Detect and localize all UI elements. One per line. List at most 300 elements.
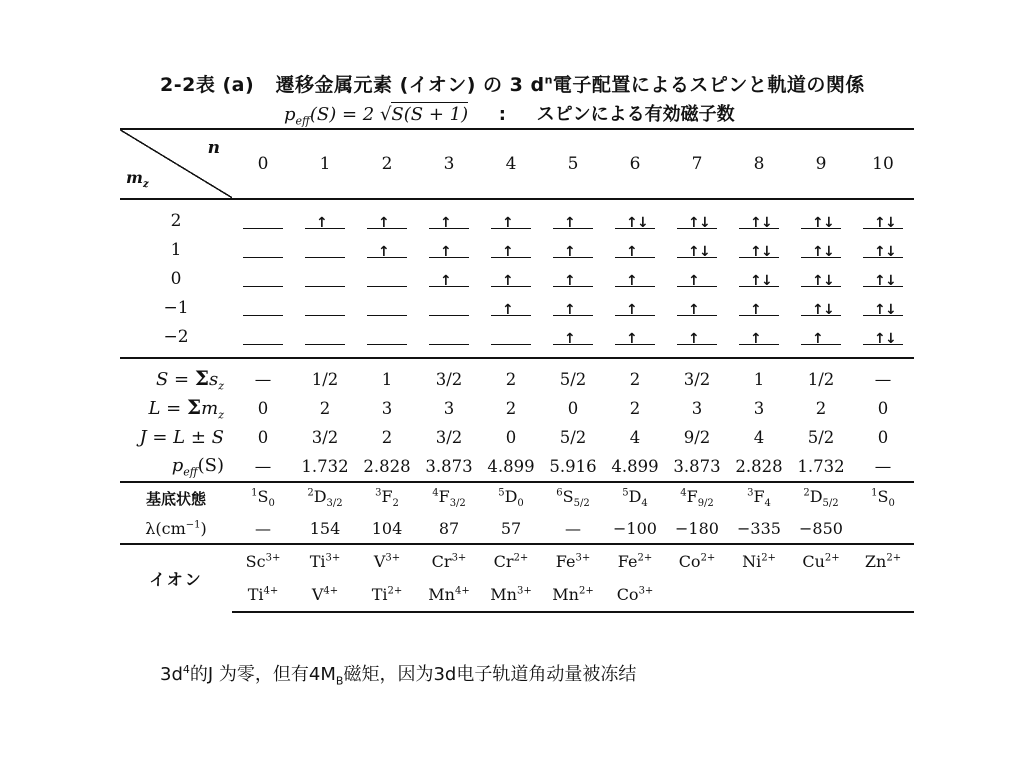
header-row	[120, 129, 914, 199]
spin-value: 1	[728, 358, 790, 394]
total-momentum-value: 2	[381, 428, 393, 447]
sum-icon: Σ	[194, 366, 209, 391]
orbital-momentum-value: 3	[381, 399, 393, 418]
lambda-label-close: )	[200, 518, 207, 538]
term-symbol	[542, 482, 604, 513]
ion-charge: 3+	[325, 552, 341, 564]
n-header-cell: 4	[480, 129, 542, 199]
ion-charge: 4+	[263, 585, 279, 597]
arrow-down-icon: ↓	[761, 215, 773, 231]
p-label-var: p	[171, 454, 184, 476]
orbital-level	[243, 330, 283, 345]
ml-label: −2	[163, 326, 189, 347]
lambda-value: −850	[799, 518, 843, 538]
arrow-up-icon: ↑	[688, 273, 700, 289]
ion-cell	[852, 578, 914, 612]
orbital-level	[677, 272, 717, 287]
ion-cell	[418, 578, 480, 612]
orbital-cell	[604, 264, 666, 293]
orbital-level	[615, 214, 655, 229]
term-j: 2	[392, 498, 399, 510]
orbital-momentum-value: 0	[567, 399, 579, 418]
arrow-up-icon: ↑	[626, 273, 638, 289]
title-prefix: 2-2表 (a)	[160, 74, 255, 96]
orbital-cell	[294, 199, 356, 235]
term-multiplicity: 3	[747, 487, 754, 499]
orbital-level	[367, 272, 407, 287]
orbital-level	[801, 330, 841, 345]
orbital-cell	[852, 235, 914, 264]
corner-m-var: m	[126, 167, 143, 187]
p-label-sub: eff	[183, 465, 198, 479]
orbital-cell	[418, 235, 480, 264]
arrow-down-icon: ↓	[885, 215, 897, 231]
orbital-cell	[480, 322, 542, 358]
arrow-down-icon: ↓	[885, 244, 897, 260]
arrow-up-icon: ↑	[626, 302, 638, 318]
lambda-row	[120, 513, 914, 544]
arrow-up-icon: ↑	[378, 215, 390, 231]
orbital-cell	[790, 264, 852, 293]
orbital-level	[553, 243, 593, 258]
total-momentum-value: 5/2	[559, 428, 587, 447]
ion-symbol: Co	[616, 585, 639, 604]
ion-cell	[232, 578, 294, 612]
subtitle-desc: スピンによる有効磁子数	[536, 104, 735, 125]
orbital-cell	[356, 322, 418, 358]
corner-cell	[120, 129, 232, 199]
note-part2: 的J 为零，但有4M	[189, 664, 336, 685]
arrow-down-icon: ↓	[637, 215, 649, 231]
term-symbol	[418, 482, 480, 513]
note-sub: B	[335, 674, 344, 688]
term-multiplicity: 4	[680, 487, 687, 499]
orbital-momentum-value: 0	[877, 399, 889, 418]
spin-value: 2	[480, 358, 542, 394]
term-letter: S	[562, 486, 574, 506]
n-header-cell: 2	[356, 129, 418, 199]
spin-value: 1/2	[790, 358, 852, 394]
term-j: 3/2	[326, 498, 343, 510]
ion-cell	[604, 544, 666, 578]
arrow-up-icon: ↑	[688, 244, 700, 260]
orbital-level	[863, 272, 903, 287]
ion-charge: 3+	[451, 552, 467, 564]
ion-cell	[294, 578, 356, 612]
orbital-cell	[418, 322, 480, 358]
spin-label-var: s	[208, 369, 219, 391]
arrow-up-icon: ↑	[750, 215, 762, 231]
orbital-momentum-label	[120, 394, 232, 423]
orbital-level	[801, 214, 841, 229]
orbital-level	[801, 243, 841, 258]
formula-p-sub: eff	[295, 114, 310, 128]
term-letter: D	[504, 486, 518, 506]
lambda-value: −180	[675, 518, 719, 538]
ion-symbol: Cr	[493, 552, 514, 571]
arrow-up-icon: ↑	[812, 302, 824, 318]
term-multiplicity: 5	[498, 487, 505, 499]
lambda-label	[120, 513, 232, 544]
lambda-value: 87	[438, 518, 460, 538]
term-symbol	[728, 482, 790, 513]
orbital-cell	[356, 235, 418, 264]
ion-row	[120, 544, 914, 578]
term-multiplicity: 1	[871, 487, 878, 499]
arrow-down-icon: ↓	[823, 302, 835, 318]
n-header-cell: 0	[232, 129, 294, 199]
orbital-level	[677, 330, 717, 345]
term-symbol	[790, 482, 852, 513]
term-letter: D	[628, 486, 642, 506]
term-j: 5/2	[822, 498, 839, 510]
orbital-cell	[294, 264, 356, 293]
term-letter: F	[381, 486, 393, 506]
orbital-cell	[294, 235, 356, 264]
orbital-level	[863, 301, 903, 316]
orbital-cell	[604, 199, 666, 235]
orbital-cell	[480, 264, 542, 293]
ml-label: 2	[170, 210, 182, 231]
term-letter: S	[877, 486, 889, 506]
orbital-momentum-value: 3	[691, 399, 703, 418]
orbital-cell	[790, 235, 852, 264]
ion-symbol: Sc	[245, 552, 266, 571]
title-main-after: 電子配置によるスピンと軌道の関係	[552, 74, 865, 96]
ion-cell	[542, 544, 604, 578]
orbital-cell	[604, 293, 666, 322]
total-momentum-row	[120, 423, 914, 452]
arrow-up-icon: ↑	[626, 244, 638, 260]
lambda-value: 104	[371, 518, 403, 538]
corner-n: n	[207, 138, 220, 158]
arrow-up-icon: ↑	[812, 244, 824, 260]
orbital-level	[801, 301, 841, 316]
title-main-before: 遷移金属元素 (イオン) の 3 d	[275, 74, 545, 96]
spin-row	[120, 358, 914, 394]
term-symbol	[852, 482, 914, 513]
ground-state-row	[120, 482, 914, 513]
arrow-down-icon: ↓	[885, 331, 897, 347]
orbital-level	[243, 272, 283, 287]
orbital-level	[615, 272, 655, 287]
formula-arg: (S) = 2	[309, 104, 375, 125]
arrow-up-icon: ↑	[874, 273, 886, 289]
term-multiplicity: 4	[432, 487, 439, 499]
orbital-level	[739, 301, 779, 316]
ion-symbol: Ni	[742, 552, 762, 571]
orbital-cell	[542, 293, 604, 322]
term-letter: F	[686, 486, 698, 506]
term-letter: F	[438, 486, 450, 506]
n-header-cell: 6	[604, 129, 666, 199]
effective-magneton-value: 5.916	[549, 457, 597, 476]
ion-charge: 2+	[387, 585, 403, 597]
lambda-value	[852, 513, 914, 544]
note-part3: 磁矩，因为3d电子轨道角动量被冻结	[343, 664, 637, 685]
term-multiplicity: 2	[803, 487, 810, 499]
lambda-label-text: λ(cm	[145, 518, 186, 538]
orbital-momentum-value: 2	[505, 399, 517, 418]
arrow-up-icon: ↑	[750, 244, 762, 260]
ion-symbol: Fe	[617, 552, 638, 571]
orbital-level	[305, 243, 345, 258]
term-symbol	[666, 482, 728, 513]
note-sup: 4	[182, 663, 190, 676]
orbital-cell	[790, 322, 852, 358]
n-header-cell: 7	[666, 129, 728, 199]
arrow-up-icon: ↑	[750, 331, 762, 347]
spin-label-sub: z	[218, 379, 224, 393]
arrow-down-icon: ↓	[699, 215, 711, 231]
ion-symbol: V	[373, 552, 386, 571]
arrow-down-icon: ↓	[699, 244, 711, 260]
spin-value: —	[852, 358, 914, 394]
ion-charge: 3+	[516, 585, 532, 597]
orbital-level	[553, 330, 593, 345]
ion-symbol: Ti	[247, 585, 264, 604]
orbital-cell	[232, 322, 294, 358]
arrow-up-icon: ↑	[750, 302, 762, 318]
n-header-cell: 8	[728, 129, 790, 199]
orbital-cell	[666, 235, 728, 264]
orbital-row	[120, 264, 914, 293]
orbital-level	[801, 272, 841, 287]
orbital-level	[367, 214, 407, 229]
arrow-up-icon: ↑	[688, 302, 700, 318]
term-j: 0	[888, 498, 895, 510]
ion-symbol: Co	[678, 552, 701, 571]
orbital-level	[491, 330, 531, 345]
orbital-momentum-value: 3	[753, 399, 765, 418]
l-label-var: m	[201, 398, 219, 420]
orbital-level	[553, 272, 593, 287]
orbital-level	[491, 272, 531, 287]
orbital-cell	[790, 199, 852, 235]
arrow-up-icon: ↑	[812, 331, 824, 347]
orbital-cell	[480, 199, 542, 235]
arrow-up-icon: ↑	[440, 244, 452, 260]
orbital-level	[429, 243, 469, 258]
ion-charge: 3+	[638, 585, 654, 597]
effective-magneton-value: 1.732	[797, 457, 845, 476]
ion-symbol: Fe	[555, 552, 576, 571]
orbital-cell	[418, 199, 480, 235]
lambda-value: −100	[613, 518, 657, 538]
ion-symbol: Ti	[371, 585, 388, 604]
effective-magneton-value: 3.873	[425, 457, 473, 476]
term-j: 5/2	[573, 498, 590, 510]
arrow-up-icon: ↑	[440, 215, 452, 231]
arrow-up-icon: ↑	[316, 215, 328, 231]
ion-cell	[542, 578, 604, 612]
ion-symbol: Zn	[864, 552, 887, 571]
orbital-level	[739, 272, 779, 287]
orbital-level	[739, 243, 779, 258]
orbital-cell	[294, 293, 356, 322]
ion-cell	[728, 578, 790, 612]
orbital-level	[305, 272, 345, 287]
effective-magneton-value: —	[874, 457, 892, 476]
arrow-up-icon: ↑	[812, 273, 824, 289]
orbital-cell	[356, 264, 418, 293]
ion-charge: 3+	[265, 552, 281, 564]
ion-label: イオン	[120, 544, 232, 612]
ion-cell	[232, 544, 294, 578]
sum-icon: Σ	[186, 395, 202, 420]
orbital-cell	[728, 264, 790, 293]
arrow-up-icon: ↑	[626, 215, 638, 231]
orbital-cell	[852, 293, 914, 322]
term-multiplicity: 1	[251, 487, 258, 499]
total-momentum-value: 3/2	[435, 428, 463, 447]
effective-magneton-value: 4.899	[487, 457, 535, 476]
corner-m-sub: z	[142, 179, 149, 190]
ion-cell	[728, 544, 790, 578]
spin-value: 3/2	[666, 358, 728, 394]
ion-cell	[790, 578, 852, 612]
orbital-level	[305, 330, 345, 345]
ml-label: −1	[163, 297, 189, 318]
n-header-cell: 10	[852, 129, 914, 199]
term-symbol	[356, 482, 418, 513]
total-momentum-value: 0	[257, 428, 269, 447]
arrow-down-icon: ↓	[761, 273, 773, 289]
orbital-cell	[418, 293, 480, 322]
term-symbol	[232, 482, 294, 513]
ion-cell	[666, 544, 728, 578]
arrow-down-icon: ↓	[885, 302, 897, 318]
spin-value: —	[232, 358, 294, 394]
arrow-up-icon: ↑	[502, 244, 514, 260]
arrow-up-icon: ↑	[564, 331, 576, 347]
orbital-level	[863, 330, 903, 345]
ion-symbol: Mn	[490, 585, 517, 604]
arrow-down-icon: ↓	[885, 273, 897, 289]
lambda-value: —	[255, 518, 271, 538]
orbital-level	[615, 330, 655, 345]
ion-symbol: Mn	[552, 585, 579, 604]
orbital-cell	[604, 322, 666, 358]
table-body	[120, 129, 914, 612]
orbital-level	[429, 330, 469, 345]
ion-cell	[294, 544, 356, 578]
orbital-level	[243, 243, 283, 258]
arrow-up-icon: ↑	[750, 273, 762, 289]
ion-cell	[790, 544, 852, 578]
ion-row	[120, 578, 914, 612]
subtitle-colon: :	[498, 104, 506, 125]
spin-label	[120, 358, 232, 394]
arrow-up-icon: ↑	[378, 244, 390, 260]
orbital-level	[553, 214, 593, 229]
orbital-cell	[294, 322, 356, 358]
orbital-level	[243, 301, 283, 316]
lambda-value: —	[565, 518, 581, 538]
total-momentum-value: 0	[877, 428, 889, 447]
ion-cell	[356, 544, 418, 578]
arrow-up-icon: ↑	[564, 215, 576, 231]
lambda-value: 154	[309, 518, 341, 538]
orbital-cell	[356, 199, 418, 235]
ml-label: 1	[170, 239, 182, 260]
orbital-momentum-value: 2	[319, 399, 331, 418]
total-momentum-value: 4	[753, 428, 765, 447]
ion-cell	[356, 578, 418, 612]
effective-magneton-value: 3.873	[673, 457, 721, 476]
orbital-level	[491, 301, 531, 316]
term-letter: F	[753, 486, 765, 506]
arrow-down-icon: ↓	[823, 244, 835, 260]
orbital-cell	[232, 293, 294, 322]
term-j: 9/2	[697, 498, 714, 510]
term-letter: D	[809, 486, 823, 506]
orbital-level	[305, 301, 345, 316]
orbital-cell	[542, 264, 604, 293]
table-title	[160, 70, 865, 97]
sqrt-icon: √	[379, 104, 392, 125]
ion-charge: 4+	[454, 585, 470, 597]
effective-magneton-value: 1.732	[301, 457, 349, 476]
orbital-cell	[232, 199, 294, 235]
orbital-cell	[542, 322, 604, 358]
orbital-level	[677, 301, 717, 316]
orbital-cell	[728, 199, 790, 235]
orbital-momentum-value: 2	[815, 399, 827, 418]
orbital-level	[429, 272, 469, 287]
n-header-cell: 1	[294, 129, 356, 199]
note-text	[160, 660, 636, 688]
ion-cell	[852, 544, 914, 578]
ion-charge: 2+	[761, 552, 776, 564]
orbital-cell	[728, 322, 790, 358]
term-letter: S	[257, 486, 269, 506]
arrow-down-icon: ↓	[761, 244, 773, 260]
spin-orbit-table	[120, 128, 914, 613]
total-momentum-value: 4	[629, 428, 641, 447]
orbital-cell	[542, 235, 604, 264]
orbital-row	[120, 322, 914, 358]
note-part1: 3d	[160, 664, 183, 685]
orbital-cell	[728, 293, 790, 322]
table-subtitle	[284, 100, 735, 128]
orbital-momentum-value: 2	[629, 399, 641, 418]
p-label-arg: (S)	[197, 454, 224, 476]
arrow-up-icon: ↑	[564, 244, 576, 260]
term-multiplicity: 3	[375, 487, 382, 499]
arrow-up-icon: ↑	[874, 302, 886, 318]
orbital-level	[863, 214, 903, 229]
corner-m	[126, 168, 149, 190]
subtitle-formula	[284, 104, 469, 128]
orbital-cell	[480, 293, 542, 322]
total-momentum-value: 9/2	[683, 428, 711, 447]
orbital-level	[863, 243, 903, 258]
term-j: 4	[764, 498, 771, 510]
orbital-cell	[542, 199, 604, 235]
term-multiplicity: 2	[307, 487, 314, 499]
orbital-cell	[790, 293, 852, 322]
title-main-sup: n	[544, 73, 553, 87]
orbital-cell	[418, 264, 480, 293]
orbital-level	[615, 243, 655, 258]
effective-magneton-value: 2.828	[363, 457, 411, 476]
orbital-row	[120, 199, 914, 235]
ion-charge: 2+	[700, 552, 716, 564]
lambda-label-sup: −1	[185, 519, 201, 531]
ion-symbol: Ti	[309, 552, 326, 571]
orbital-level	[615, 301, 655, 316]
